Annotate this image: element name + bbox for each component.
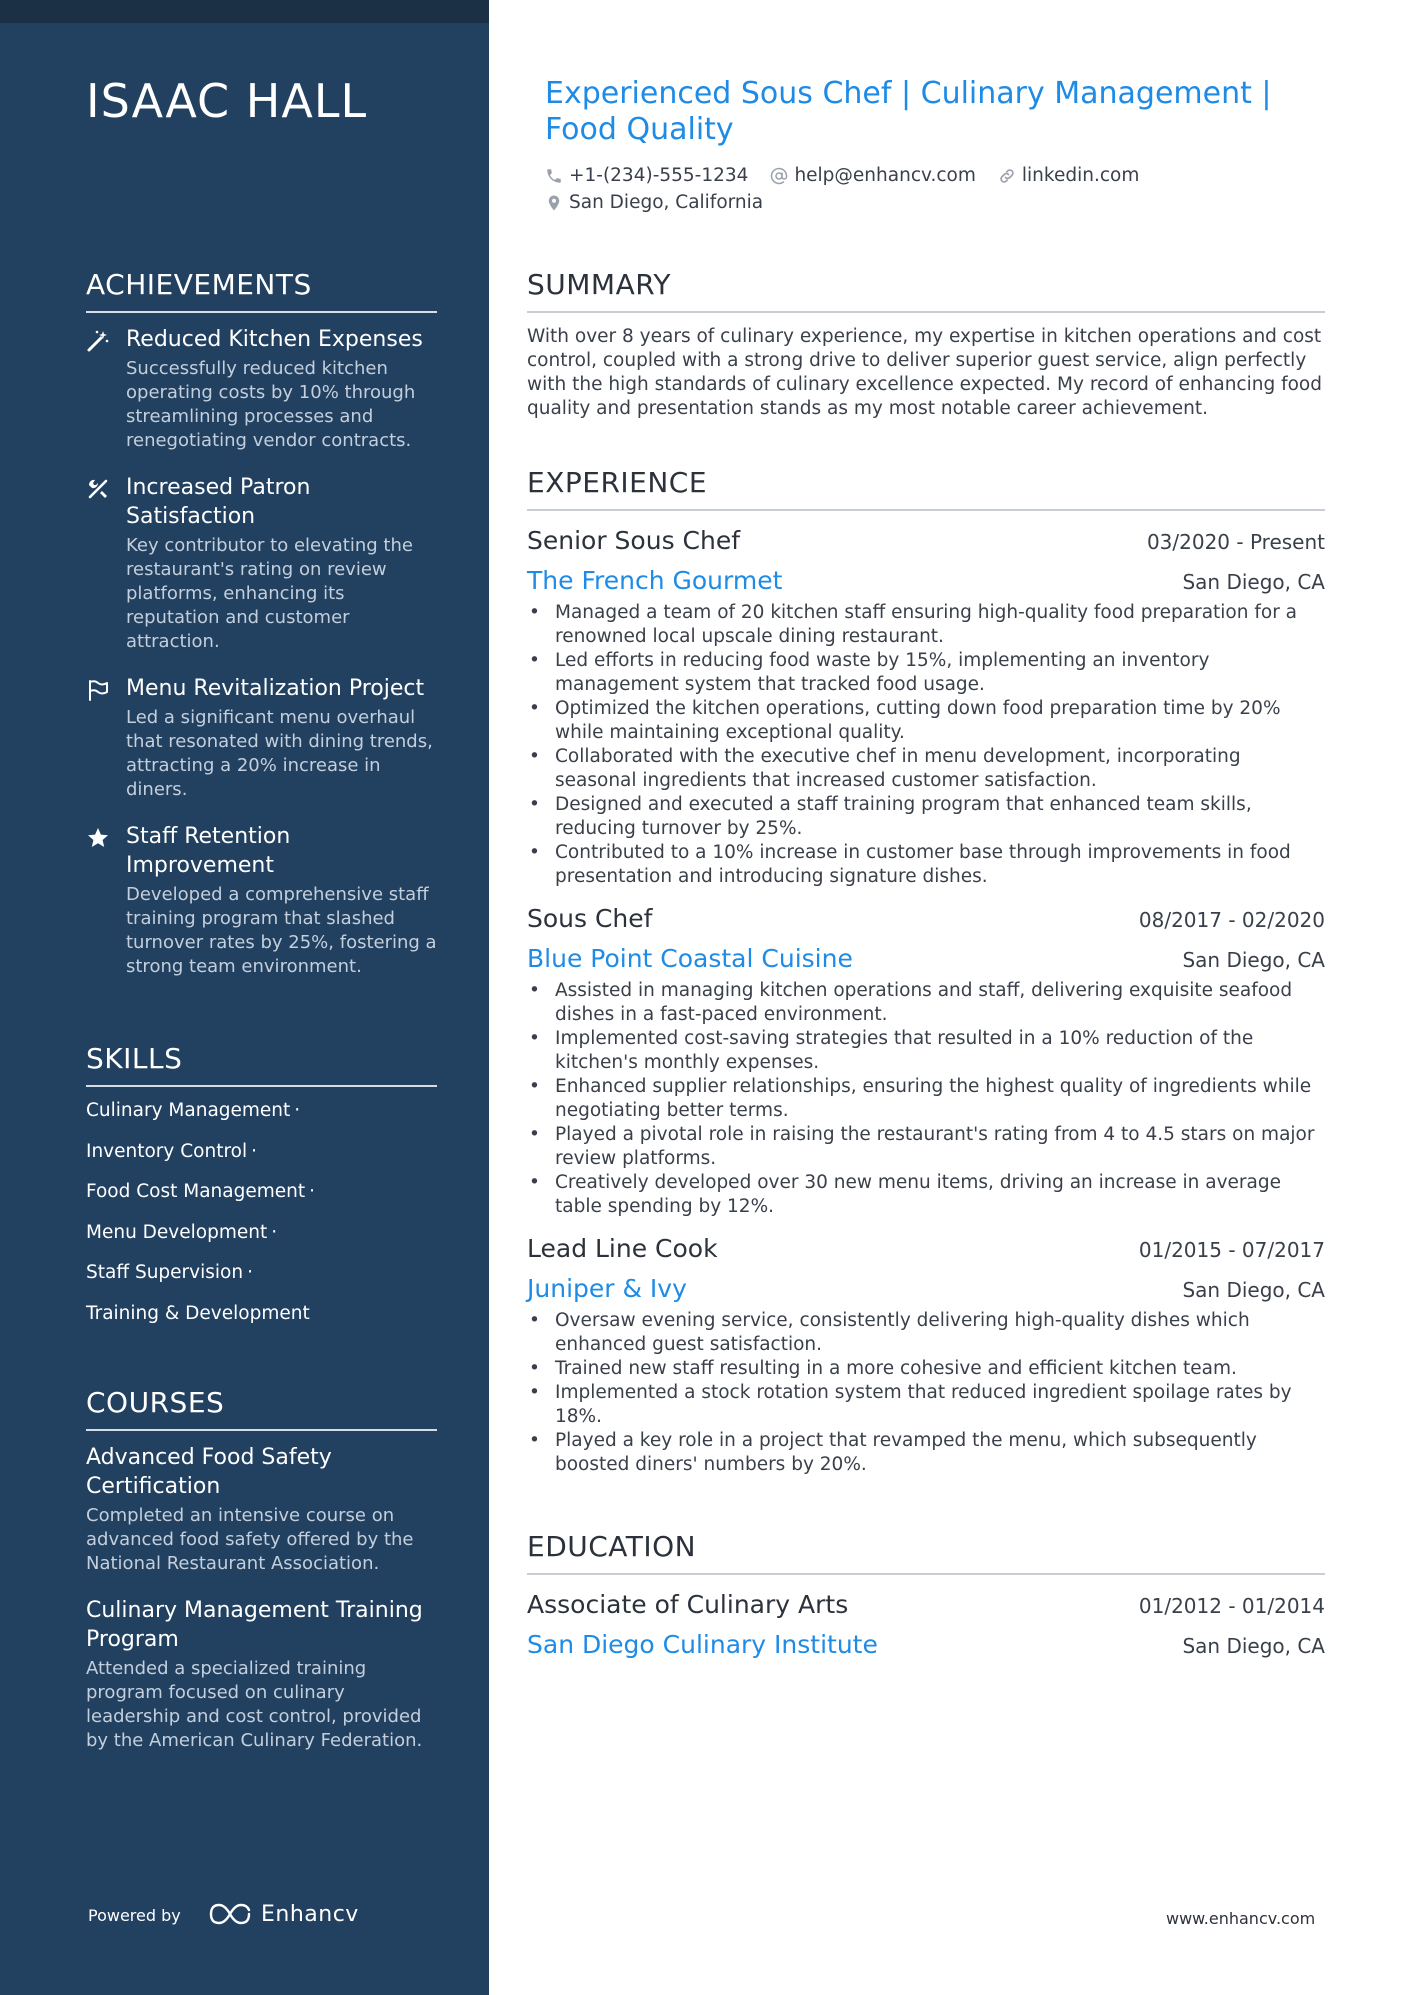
education-dates: 01/2012 - 01/2014: [1138, 1594, 1325, 1618]
job-title: Sous Chef: [527, 904, 653, 933]
job-location: San Diego, CA: [1182, 570, 1325, 594]
flag-icon: [86, 678, 110, 702]
education-heading: EDUCATION: [527, 1530, 1325, 1575]
summary-heading: SUMMARY: [527, 268, 1325, 313]
job-title: Senior Sous Chef: [527, 526, 741, 555]
phone-icon: [545, 167, 563, 185]
skills-heading: SKILLS: [86, 1042, 437, 1087]
job-entry: [527, 521, 1325, 889]
skill-item: Inventory Control ·: [86, 1140, 258, 1162]
job-location: San Diego, CA: [1182, 948, 1325, 972]
job-bullet: • Played a key role in a project that revamped the menu, which subsequently boosted diners' numbers by 20%.: [527, 1429, 1325, 1477]
education-entry: [527, 1585, 1325, 1665]
job-bullet: • Creatively developed over 30 new menu items, driving an increase in average table spending by 12%.: [527, 1171, 1325, 1219]
skill-item: Food Cost Management ·: [86, 1181, 316, 1202]
achievement-description: Successfully reduced kitchen operating costs by 10% through streamlining processes and renegotiating vendor contracts.: [126, 358, 416, 451]
job-bullet: • Trained new staff resulting in a more cohesive and efficient kitchen team.: [527, 1357, 1325, 1381]
education-degree: Associate of Culinary Arts: [527, 1590, 849, 1619]
magic-wand-icon: [86, 329, 110, 353]
tools-icon: [86, 477, 110, 501]
job-company: Juniper & Ivy: [527, 1274, 687, 1303]
job-dates: 03/2020 - Present: [1146, 530, 1325, 554]
resume-headline: Experienced Sous Chef | Culinary Management | Food Quality: [545, 76, 1272, 147]
email-contact[interactable]: help@enhancv.com: [770, 165, 975, 186]
skill-item: Menu Development ·: [86, 1221, 278, 1243]
job-dates: 08/2017 - 02/2020: [1138, 908, 1325, 932]
job-bullet: • Implemented a stock rotation system that reduced ingredient spoilage rates by 18%.: [527, 1381, 1325, 1429]
enhancv-logo-icon: [207, 1901, 253, 1927]
job-entry: [527, 899, 1325, 1219]
achievement-title: Reduced Kitchen Expenses: [126, 327, 423, 352]
course-title: Advanced Food Safety Certification: [86, 1445, 332, 1499]
job-bullets: [527, 1309, 1325, 1477]
education-section: [527, 1530, 1325, 1665]
job-bullet: • Played a pivotal role in raising the restaurant's rating from 4 to 4.5 stars on major review platforms.: [527, 1123, 1325, 1171]
achievement-title: Menu Revitalization Project: [126, 676, 425, 701]
link-icon: [998, 167, 1016, 185]
course-description: Completed an intensive course on advanced food safety offered by the National Restaurant Association.: [86, 1505, 414, 1574]
achievements-heading: ACHIEVEMENTS: [86, 268, 437, 313]
job-bullets: [527, 979, 1325, 1219]
enhancv-brand-text: Enhancv: [261, 1901, 359, 1927]
course-item: [86, 1443, 437, 1576]
summary-section: [527, 268, 1325, 421]
job-bullet: • Optimized the kitchen operations, cutting down food preparation time by 20% while maintaining exceptional quality.: [527, 697, 1325, 745]
skills-section: [86, 1042, 437, 1334]
experience-section: [527, 466, 1325, 1477]
course-description: Attended a specialized training program focused on culinary leadership and cost control, provided by the American Culinary Federation.: [86, 1658, 423, 1751]
phone-contact[interactable]: +1-(234)-555-1234: [545, 165, 748, 186]
achievement-description: Key contributor to elevating the restaurant's rating on review platforms, enhancing its reputation and customer attraction.: [126, 535, 413, 652]
linkedin-contact[interactable]: linkedin.com: [998, 165, 1139, 186]
achievement-item: [86, 473, 437, 654]
skill-item: Culinary Management ·: [86, 1100, 301, 1121]
courses-heading: COURSES: [86, 1386, 437, 1431]
education-school: San Diego Culinary Institute: [527, 1630, 878, 1659]
job-bullet: • Led efforts in reducing food waste by 15%, implementing an inventory management system that tracked food usage.: [527, 649, 1325, 697]
achievement-description: Led a significant menu overhaul that resonated with dining trends, attracting a 20% increase in diners.: [126, 707, 433, 800]
location-contact: San Diego, California: [545, 192, 763, 213]
course-item: [86, 1596, 437, 1753]
footer-website-link[interactable]: www.enhancv.com: [1166, 1909, 1316, 1928]
summary-text: With over 8 years of culinary experience, my expertise in kitchen operations and cost control, coupled with a strong drive to deliver superior guest service, align perfectly with the high standards of culinary excellence expected. My record of enhancing food quality and presentation stands as my most notable career achievement.: [527, 326, 1322, 419]
job-company: The French Gourmet: [527, 566, 783, 595]
location-pin-icon: [545, 194, 563, 212]
achievement-item: [86, 822, 437, 979]
skill-item: Staff Supervision ·: [86, 1262, 253, 1283]
achievement-item: [86, 325, 437, 453]
job-bullet: • Collaborated with the executive chef in menu development, incorporating seasonal ingredients that increased customer satisfaction.: [527, 745, 1325, 793]
job-location: San Diego, CA: [1182, 1278, 1325, 1302]
contact-info: [545, 162, 1325, 216]
skill-item: Training & Development: [86, 1302, 310, 1324]
achievement-description: Developed a comprehensive staff training program that slashed turnover rates by 25%, fostering a strong team environment.: [126, 884, 437, 977]
job-bullet: • Implemented cost-saving strategies that resulted in a 10% reduction of the kitchen's monthly expenses.: [527, 1027, 1325, 1075]
enhancv-logo[interactable]: [207, 1899, 359, 1929]
job-title: Lead Line Cook: [527, 1234, 718, 1263]
candidate-name: ISAAC HALL: [86, 74, 368, 128]
job-bullets: [527, 601, 1325, 889]
star-icon: [86, 826, 110, 850]
at-sign-icon: [770, 167, 788, 185]
job-entry: [527, 1229, 1325, 1477]
job-bullet: • Designed and executed a staff training program that enhanced team skills, reducing turnover by 25%.: [527, 793, 1325, 841]
achievement-title: Increased Patron Satisfaction: [126, 475, 311, 529]
achievement-item: [86, 674, 437, 802]
courses-section: [86, 1386, 437, 1773]
sidebar: [0, 0, 489, 1995]
job-dates: 01/2015 - 07/2017: [1138, 1238, 1325, 1262]
job-company: Blue Point Coastal Cuisine: [527, 944, 853, 973]
sidebar-top-bar: [0, 0, 489, 23]
education-location: San Diego, CA: [1182, 1634, 1325, 1658]
experience-heading: EXPERIENCE: [527, 466, 1325, 511]
job-bullet: • Assisted in managing kitchen operations and staff, delivering exquisite seafood dishes in a fast-paced environment.: [527, 979, 1325, 1027]
job-bullet: • Oversaw evening service, consistently delivering high-quality dishes which enhanced guest satisfaction.: [527, 1309, 1325, 1357]
achievements-section: [86, 268, 437, 999]
achievement-title: Staff Retention Improvement: [126, 824, 291, 878]
job-bullet: • Enhanced supplier relationships, ensuring the highest quality of ingredients while negotiating better terms.: [527, 1075, 1325, 1123]
powered-by-label: Powered by: [88, 1906, 181, 1925]
course-title: Culinary Management Training Program: [86, 1598, 423, 1652]
job-bullet: • Managed a team of 20 kitchen staff ensuring high-quality food preparation for a renowned local upscale dining restaurant.: [527, 601, 1325, 649]
job-bullet: • Contributed to a 10% increase in customer base through improvements in food presentation and introducing signature dishes.: [527, 841, 1325, 889]
